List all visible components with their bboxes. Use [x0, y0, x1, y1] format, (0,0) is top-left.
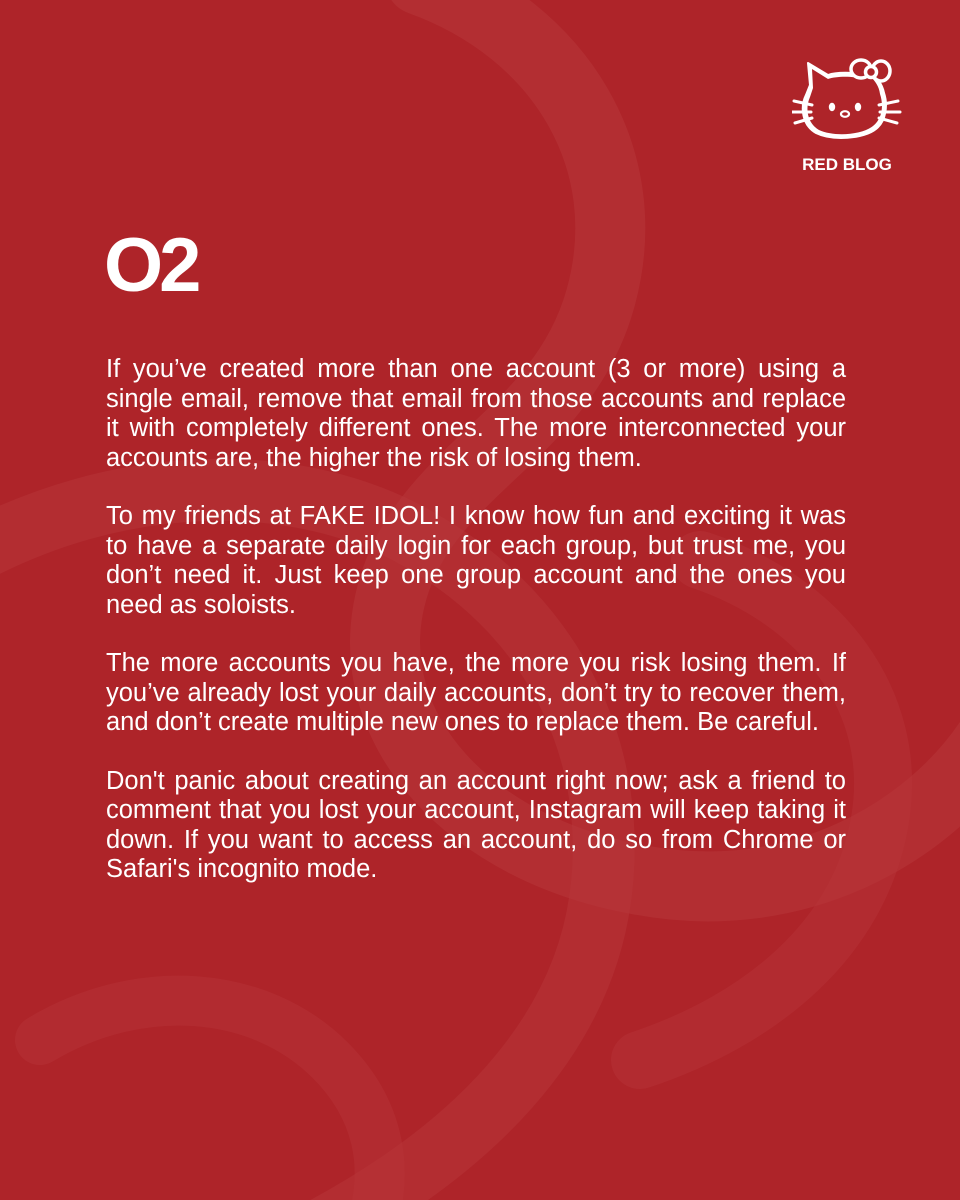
paragraph: To my friends at FAKE IDOL! I know how fun and exciting it was to have a separate daily login for each group, but trust me, you don’t need it. Just keep one group account and the ones you need as soloists.	[106, 502, 846, 619]
brand-block	[792, 55, 902, 175]
article-body	[106, 355, 846, 914]
paragraph: The more accounts you have, the more you risk losing them. If you’ve already lost your daily accounts, don’t try to recover them, and don’t create multiple new ones to replace them. Be careful.	[106, 649, 846, 736]
paragraph: Don't panic about creating an account right now; ask a friend to comment that you lost your account, Instagram will keep taking it down. If you want to access an account, do so from Chrome or Safari's incognito mode.	[106, 766, 846, 883]
hello-kitty-face-icon	[792, 55, 902, 143]
section-number: O2	[104, 223, 198, 308]
paragraph: If you’ve created more than one account (3 or more) using a single email, remove that email from those accounts and replace it with completely different ones. The more interconnected your accounts are, the higher the risk of losing them.	[106, 355, 846, 472]
brand-name: RED BLOG	[802, 155, 892, 174]
